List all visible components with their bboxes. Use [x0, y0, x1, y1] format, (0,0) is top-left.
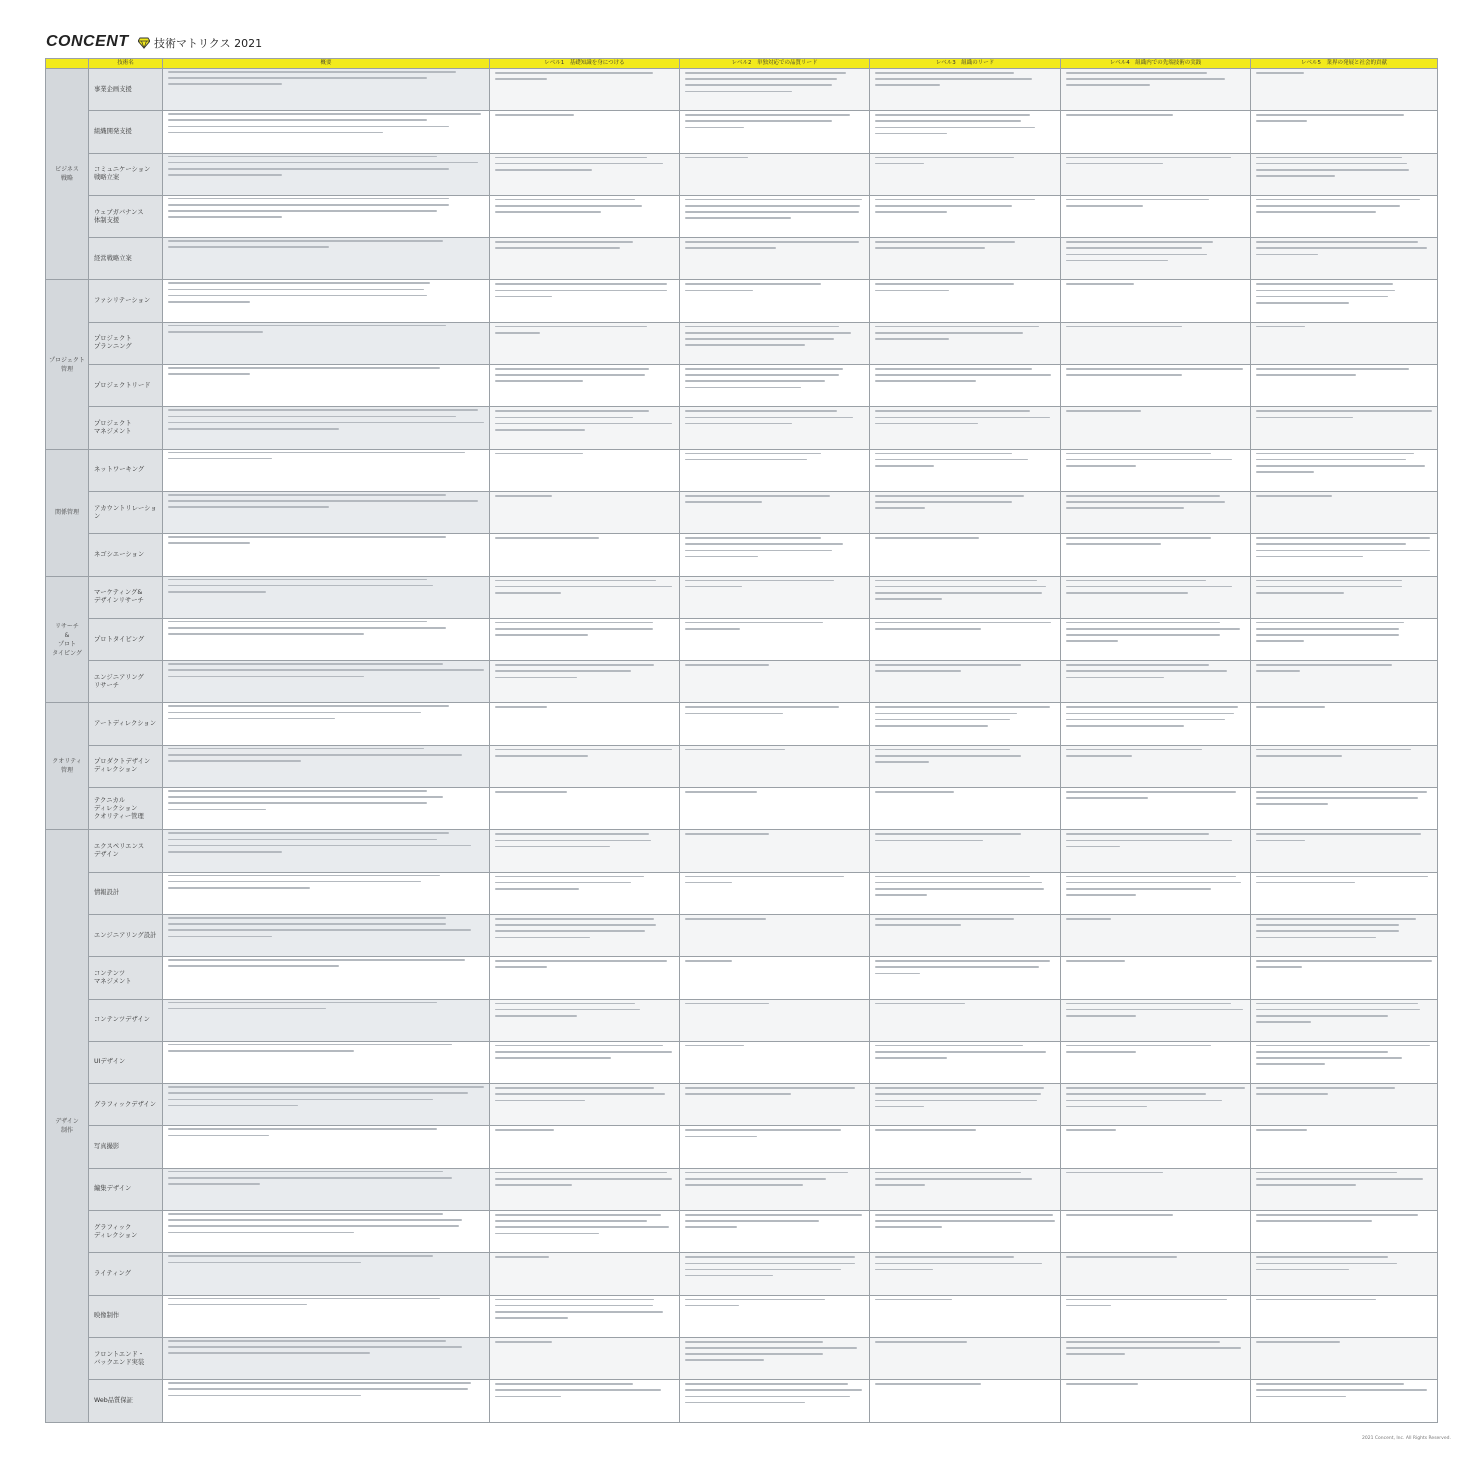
level-4-cell [1061, 999, 1251, 1041]
skill-name-cell: ウェブガバナンス 体制支援 [89, 195, 163, 237]
level-2-cell [680, 1337, 870, 1379]
level-4-cell [1061, 618, 1251, 660]
level-5-cell [1251, 195, 1438, 237]
level-4-cell [1061, 322, 1251, 364]
level-1-cell [490, 1168, 680, 1210]
skill-name-cell: 編集デザイン [89, 1168, 163, 1210]
skill-name-cell: ネットワーキング [89, 449, 163, 491]
description-cell [163, 1295, 490, 1337]
level-1-cell [490, 957, 680, 999]
level-5-cell [1251, 365, 1438, 407]
level-4-cell [1061, 1295, 1251, 1337]
level-3-cell [870, 111, 1061, 153]
skill-name-cell: プロジェクト マネジメント [89, 407, 163, 449]
table-row [46, 957, 1438, 999]
table-row [46, 1295, 1438, 1337]
skill-name-cell: 経営戦略立案 [89, 238, 163, 280]
level-1-cell [490, 1211, 680, 1253]
skill-name-cell: グラフィックデザイン [89, 1084, 163, 1126]
level-2-cell [680, 322, 870, 364]
level-4-cell [1061, 365, 1251, 407]
skill-name-cell: ファシリテーション [89, 280, 163, 322]
description-cell [163, 618, 490, 660]
table-row [46, 914, 1438, 956]
level-4-cell [1061, 195, 1251, 237]
category-cell: クオリティ 管理 [46, 703, 89, 830]
header-cell: レベル2 単独対応での品質リード [680, 59, 870, 69]
level-3-cell [870, 365, 1061, 407]
level-1-cell [490, 576, 680, 618]
description-cell [163, 661, 490, 703]
level-4-cell [1061, 914, 1251, 956]
level-3-cell [870, 1041, 1061, 1083]
skill-name-cell: エンジニアリング設計 [89, 914, 163, 956]
table-row [46, 1253, 1438, 1295]
level-3-cell [870, 872, 1061, 914]
level-4-cell [1061, 1126, 1251, 1168]
table-row [46, 153, 1438, 195]
level-2-cell [680, 153, 870, 195]
level-4-cell [1061, 153, 1251, 195]
level-4-cell [1061, 69, 1251, 111]
level-4-cell [1061, 1380, 1251, 1422]
level-4-cell [1061, 111, 1251, 153]
level-5-cell [1251, 449, 1438, 491]
level-3-cell [870, 491, 1061, 533]
level-3-cell [870, 69, 1061, 111]
level-2-cell [680, 999, 870, 1041]
category-cell: デザイン 制作 [46, 830, 89, 1422]
description-cell [163, 914, 490, 956]
level-2-cell [680, 788, 870, 830]
skill-name-cell: グラフィック ディレクション [89, 1211, 163, 1253]
level-3-cell [870, 1168, 1061, 1210]
level-1-cell [490, 788, 680, 830]
level-1-cell [490, 491, 680, 533]
level-1-cell [490, 1337, 680, 1379]
level-4-cell [1061, 407, 1251, 449]
description-cell [163, 69, 490, 111]
description-cell [163, 1126, 490, 1168]
description-cell [163, 745, 490, 787]
level-2-cell [680, 280, 870, 322]
level-5-cell [1251, 914, 1438, 956]
matrix-body [46, 69, 1438, 1423]
description-cell [163, 365, 490, 407]
table-row [46, 238, 1438, 280]
level-5-cell [1251, 238, 1438, 280]
skill-name-cell: 組織開発支援 [89, 111, 163, 153]
level-2-cell [680, 491, 870, 533]
level-3-cell [870, 618, 1061, 660]
skill-name-cell: プロジェクトリード [89, 365, 163, 407]
level-5-cell [1251, 111, 1438, 153]
level-2-cell [680, 1041, 870, 1083]
level-2-cell [680, 1211, 870, 1253]
skill-name-cell: アートディレクション [89, 703, 163, 745]
header-cell: 技術名 [89, 59, 163, 69]
skill-name-cell: マーケティング& デザインリサーチ [89, 576, 163, 618]
description-cell [163, 153, 490, 195]
level-4-cell [1061, 238, 1251, 280]
skill-name-cell: 映像制作 [89, 1295, 163, 1337]
description-cell [163, 280, 490, 322]
level-2-cell [680, 957, 870, 999]
table-row [46, 365, 1438, 407]
level-2-cell [680, 534, 870, 576]
table-row [46, 491, 1438, 533]
level-5-cell [1251, 1126, 1438, 1168]
level-2-cell [680, 1084, 870, 1126]
level-3-cell [870, 957, 1061, 999]
level-4-cell [1061, 1084, 1251, 1126]
page-title: 技術マトリクス 2021 [154, 37, 263, 50]
table-row [46, 1211, 1438, 1253]
level-1-cell [490, 69, 680, 111]
level-2-cell [680, 449, 870, 491]
table-row [46, 618, 1438, 660]
level-4-cell [1061, 745, 1251, 787]
table-row [46, 449, 1438, 491]
diamond-icon [138, 37, 150, 49]
table-row [46, 407, 1438, 449]
level-2-cell [680, 914, 870, 956]
copyright: 2021 Concent, Inc. All Rights Reserved. [1362, 1436, 1451, 1441]
level-1-cell [490, 914, 680, 956]
level-3-cell [870, 703, 1061, 745]
description-cell [163, 576, 490, 618]
table-row [46, 111, 1438, 153]
level-5-cell [1251, 576, 1438, 618]
level-2-cell [680, 703, 870, 745]
level-1-cell [490, 661, 680, 703]
level-2-cell [680, 407, 870, 449]
level-5-cell [1251, 872, 1438, 914]
level-5-cell [1251, 1253, 1438, 1295]
level-1-cell [490, 872, 680, 914]
level-3-cell [870, 195, 1061, 237]
level-3-cell [870, 534, 1061, 576]
skill-name-cell: Web品質保証 [89, 1380, 163, 1422]
level-5-cell [1251, 1041, 1438, 1083]
level-4-cell [1061, 661, 1251, 703]
level-5-cell [1251, 957, 1438, 999]
table-row [46, 1380, 1438, 1422]
description-cell [163, 491, 490, 533]
level-5-cell [1251, 534, 1438, 576]
level-5-cell [1251, 1211, 1438, 1253]
level-5-cell [1251, 788, 1438, 830]
title-area [138, 35, 262, 51]
level-3-cell [870, 999, 1061, 1041]
table-row [46, 322, 1438, 364]
level-2-cell [680, 238, 870, 280]
description-cell [163, 1380, 490, 1422]
level-5-cell [1251, 407, 1438, 449]
level-5-cell [1251, 745, 1438, 787]
level-2-cell [680, 365, 870, 407]
level-1-cell [490, 1253, 680, 1295]
description-cell [163, 449, 490, 491]
level-4-cell [1061, 1253, 1251, 1295]
description-cell [163, 111, 490, 153]
level-3-cell [870, 1084, 1061, 1126]
level-2-cell [680, 576, 870, 618]
level-2-cell [680, 830, 870, 872]
level-2-cell [680, 661, 870, 703]
description-cell [163, 1253, 490, 1295]
level-5-cell [1251, 661, 1438, 703]
level-2-cell [680, 745, 870, 787]
description-cell [163, 407, 490, 449]
level-2-cell [680, 69, 870, 111]
level-1-cell [490, 407, 680, 449]
level-4-cell [1061, 1168, 1251, 1210]
level-4-cell [1061, 534, 1251, 576]
level-1-cell [490, 449, 680, 491]
table-row [46, 534, 1438, 576]
description-cell [163, 195, 490, 237]
skill-name-cell: プロトタイピング [89, 618, 163, 660]
level-1-cell [490, 618, 680, 660]
level-5-cell [1251, 153, 1438, 195]
level-1-cell [490, 745, 680, 787]
level-3-cell [870, 788, 1061, 830]
description-cell [163, 1084, 490, 1126]
level-4-cell [1061, 957, 1251, 999]
table-row [46, 1337, 1438, 1379]
level-3-cell [870, 1337, 1061, 1379]
level-2-cell [680, 1126, 870, 1168]
level-1-cell [490, 153, 680, 195]
category-cell: 関係管理 [46, 449, 89, 576]
table-row [46, 69, 1438, 111]
level-3-cell [870, 407, 1061, 449]
level-2-cell [680, 618, 870, 660]
table-row [46, 280, 1438, 322]
level-3-cell [870, 1380, 1061, 1422]
category-cell: プロジェクト 管理 [46, 280, 89, 449]
table-row [46, 1084, 1438, 1126]
skill-name-cell: 情報設計 [89, 872, 163, 914]
level-1-cell [490, 534, 680, 576]
skill-name-cell: コンテンツ マネジメント [89, 957, 163, 999]
skill-name-cell: UIデザイン [89, 1041, 163, 1083]
level-1-cell [490, 322, 680, 364]
skill-name-cell: 事業企画支援 [89, 69, 163, 111]
table-row [46, 830, 1438, 872]
level-5-cell [1251, 280, 1438, 322]
level-5-cell [1251, 1337, 1438, 1379]
company-logo: CONCENT [46, 33, 129, 50]
table-row [46, 1126, 1438, 1168]
level-3-cell [870, 745, 1061, 787]
skill-name-cell: エンジニアリング リサーチ [89, 661, 163, 703]
skill-name-cell: 写真撮影 [89, 1126, 163, 1168]
level-2-cell [680, 1253, 870, 1295]
table-row [46, 576, 1438, 618]
level-1-cell [490, 1041, 680, 1083]
table-row [46, 661, 1438, 703]
skill-name-cell: フロントエンド・ バックエンド実装 [89, 1337, 163, 1379]
level-1-cell [490, 830, 680, 872]
level-1-cell [490, 999, 680, 1041]
level-2-cell [680, 195, 870, 237]
description-cell [163, 957, 490, 999]
header-cell: レベル3 組織のリード [870, 59, 1061, 69]
description-cell [163, 872, 490, 914]
description-cell [163, 322, 490, 364]
level-1-cell [490, 1084, 680, 1126]
level-4-cell [1061, 830, 1251, 872]
level-1-cell [490, 1295, 680, 1337]
level-4-cell [1061, 1041, 1251, 1083]
header-blank [46, 59, 89, 69]
level-3-cell [870, 661, 1061, 703]
table-row [46, 745, 1438, 787]
level-3-cell [870, 576, 1061, 618]
skill-name-cell: プロダクトデザイン ディレクション [89, 745, 163, 787]
skill-name-cell: エクスペリエンス デザイン [89, 830, 163, 872]
header-cell: レベル4 組織内での先端技術の実践 [1061, 59, 1251, 69]
level-3-cell [870, 449, 1061, 491]
skill-name-cell: コンテンツデザイン [89, 999, 163, 1041]
level-5-cell [1251, 618, 1438, 660]
skill-name-cell: コミュニケーション 戦略立案 [89, 153, 163, 195]
description-cell [163, 238, 490, 280]
description-cell [163, 999, 490, 1041]
level-5-cell [1251, 69, 1438, 111]
header-row [46, 59, 1438, 69]
category-cell: リサーチ & プロト タイピング [46, 576, 89, 703]
level-4-cell [1061, 491, 1251, 533]
description-cell [163, 703, 490, 745]
header-cell: レベル1 基礎知識を身につける [490, 59, 680, 69]
level-1-cell [490, 365, 680, 407]
table-row [46, 703, 1438, 745]
level-4-cell [1061, 576, 1251, 618]
level-2-cell [680, 872, 870, 914]
level-5-cell [1251, 491, 1438, 533]
level-5-cell [1251, 999, 1438, 1041]
level-3-cell [870, 1253, 1061, 1295]
level-2-cell [680, 1295, 870, 1337]
level-3-cell [870, 322, 1061, 364]
level-4-cell [1061, 449, 1251, 491]
table-row [46, 788, 1438, 830]
level-1-cell [490, 280, 680, 322]
level-3-cell [870, 153, 1061, 195]
skill-name-cell: テクニカル ディレクション クオリティー管理 [89, 788, 163, 830]
level-3-cell [870, 1295, 1061, 1337]
level-2-cell [680, 1380, 870, 1422]
level-1-cell [490, 111, 680, 153]
header-cell: 概要 [163, 59, 490, 69]
level-5-cell [1251, 1295, 1438, 1337]
skill-name-cell: プロジェクト プランニング [89, 322, 163, 364]
level-4-cell [1061, 703, 1251, 745]
level-5-cell [1251, 322, 1438, 364]
category-cell: ビジネス 戦略 [46, 69, 89, 280]
level-5-cell [1251, 1168, 1438, 1210]
level-3-cell [870, 1126, 1061, 1168]
description-cell [163, 534, 490, 576]
table-row [46, 1168, 1438, 1210]
level-5-cell [1251, 830, 1438, 872]
description-cell [163, 1337, 490, 1379]
level-4-cell [1061, 872, 1251, 914]
description-cell [163, 788, 490, 830]
level-4-cell [1061, 788, 1251, 830]
level-2-cell [680, 111, 870, 153]
level-3-cell [870, 1211, 1061, 1253]
skill-name-cell: アカウントリレーション [89, 491, 163, 533]
description-cell [163, 830, 490, 872]
skill-name-cell: ネゴシエーション [89, 534, 163, 576]
level-2-cell [680, 1168, 870, 1210]
level-4-cell [1061, 280, 1251, 322]
level-5-cell [1251, 1380, 1438, 1422]
skill-matrix-table [45, 58, 1438, 1423]
level-1-cell [490, 195, 680, 237]
level-3-cell [870, 830, 1061, 872]
level-4-cell [1061, 1211, 1251, 1253]
level-5-cell [1251, 1084, 1438, 1126]
level-3-cell [870, 914, 1061, 956]
table-row [46, 1041, 1438, 1083]
level-1-cell [490, 1380, 680, 1422]
level-4-cell [1061, 1337, 1251, 1379]
level-3-cell [870, 280, 1061, 322]
level-1-cell [490, 238, 680, 280]
level-1-cell [490, 1126, 680, 1168]
level-5-cell [1251, 703, 1438, 745]
table-row [46, 195, 1438, 237]
table-row [46, 999, 1438, 1041]
level-1-cell [490, 703, 680, 745]
level-3-cell [870, 238, 1061, 280]
description-cell [163, 1168, 490, 1210]
description-cell [163, 1211, 490, 1253]
table-row [46, 872, 1438, 914]
skill-name-cell: ライティング [89, 1253, 163, 1295]
description-cell [163, 1041, 490, 1083]
header-cell: レベル5 業界の発展と社会的貢献 [1251, 59, 1438, 69]
